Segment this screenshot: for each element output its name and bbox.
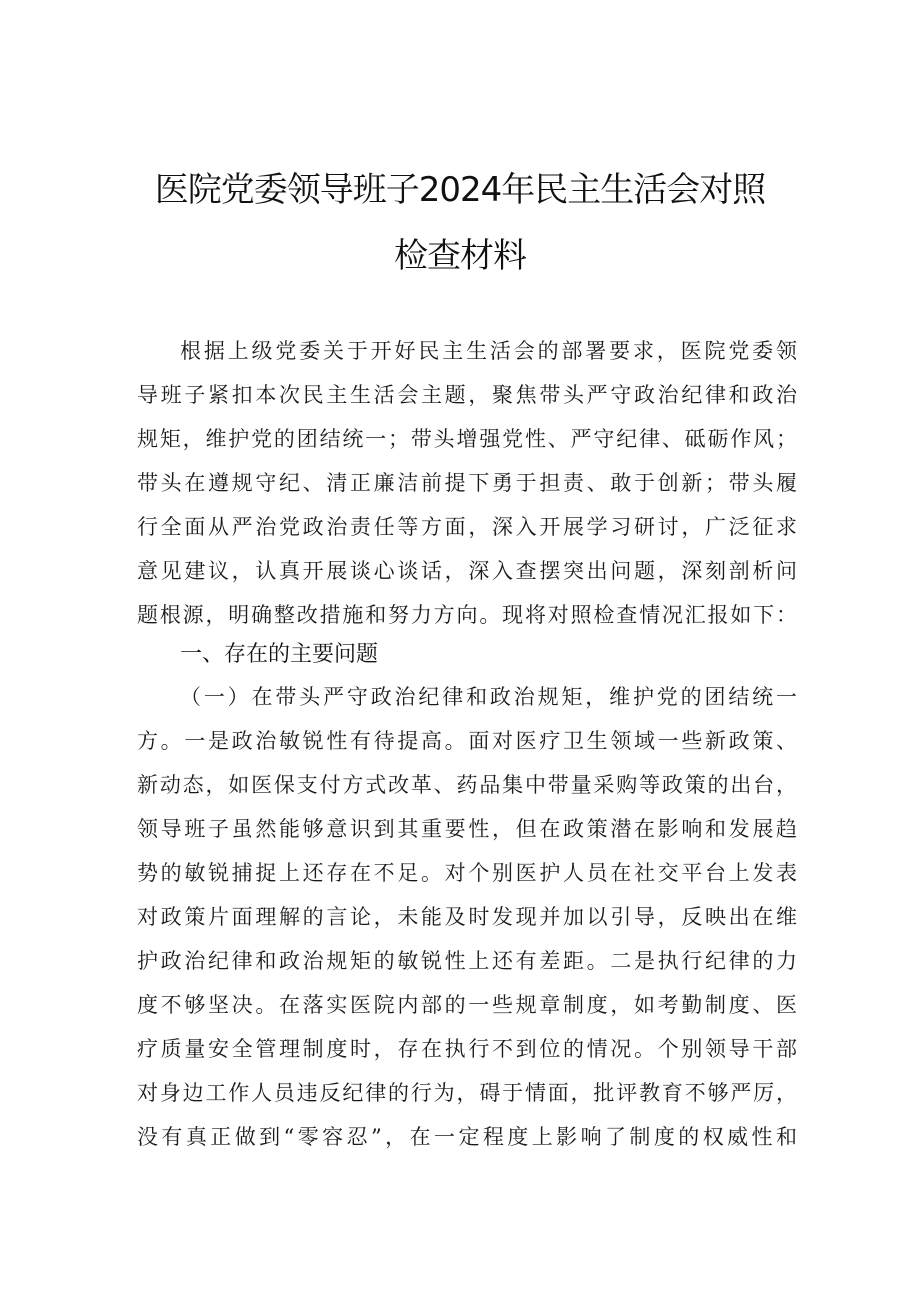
document-title-line-2: 检查材料 xyxy=(394,236,526,276)
paragraph-line: 导班子紧扣本次民主生活会主题，聚焦带头严守政治纪律和政治 xyxy=(137,383,797,407)
section-heading: 一、存在的主要问题 xyxy=(180,642,379,667)
paragraph-line: 领导班子虽然能够意识到其重要性，但在政策潜在影响和发展趋 xyxy=(137,817,797,841)
paragraph-line: 度不够坚决。在落实医院内部的一些规章制度，如考勤制度、医 xyxy=(137,993,797,1017)
paragraph-line: 护政治纪律和政治规矩的敏锐性上还有差距。二是执行纪律的力 xyxy=(137,949,797,973)
paragraph-line: （一）在带头严守政治纪律和政治规矩，维护党的团结统一 xyxy=(180,685,797,709)
paragraph-line: 疗质量安全管理制度时，存在执行不到位的情况。个别领导干部 xyxy=(137,1037,797,1061)
document-title-line-1: 医院党委领导班子2024年民主生活会对照 xyxy=(154,170,766,210)
paragraph-line: 意见建议，认真开展谈心谈话，深入查摆突出问题，深刻剖析问 xyxy=(137,559,797,583)
paragraph-line: 行全面从严治党政治责任等方面，深入开展学习研讨，广泛征求 xyxy=(137,515,797,539)
paragraph-line: 对身边工作人员违反纪律的行为，碍于情面，批评教育不够严厉， xyxy=(137,1081,797,1105)
paragraph-line: 没有真正做到“零容忍”，在一定程度上影响了制度的权威性和 xyxy=(137,1125,797,1149)
paragraph-line: 题根源，明确整改措施和努力方向。现将对照检查情况汇报如下： xyxy=(137,603,797,627)
paragraph-line: 方。一是政治敏锐性有待提高。面对医疗卫生领域一些新政策、 xyxy=(137,729,797,753)
paragraph-line: 带头在遵规守纪、清正廉洁前提下勇于担责、敢于创新；带头履 xyxy=(137,471,797,495)
paragraph-line: 根据上级党委关于开好民主生活会的部署要求，医院党委领 xyxy=(180,339,797,363)
paragraph-line: 对政策片面理解的言论，未能及时发现并加以引导，反映出在维 xyxy=(137,905,797,929)
paragraph-line: 规矩，维护党的团结统一；带头增强党性、严守纪律、砥砺作风； xyxy=(137,427,797,451)
paragraph-line: 新动态，如医保支付方式改革、药品集中带量采购等政策的出台， xyxy=(137,773,797,797)
paragraph-line: 势的敏锐捕捉上还存在不足。对个别医护人员在社交平台上发表 xyxy=(137,861,797,885)
